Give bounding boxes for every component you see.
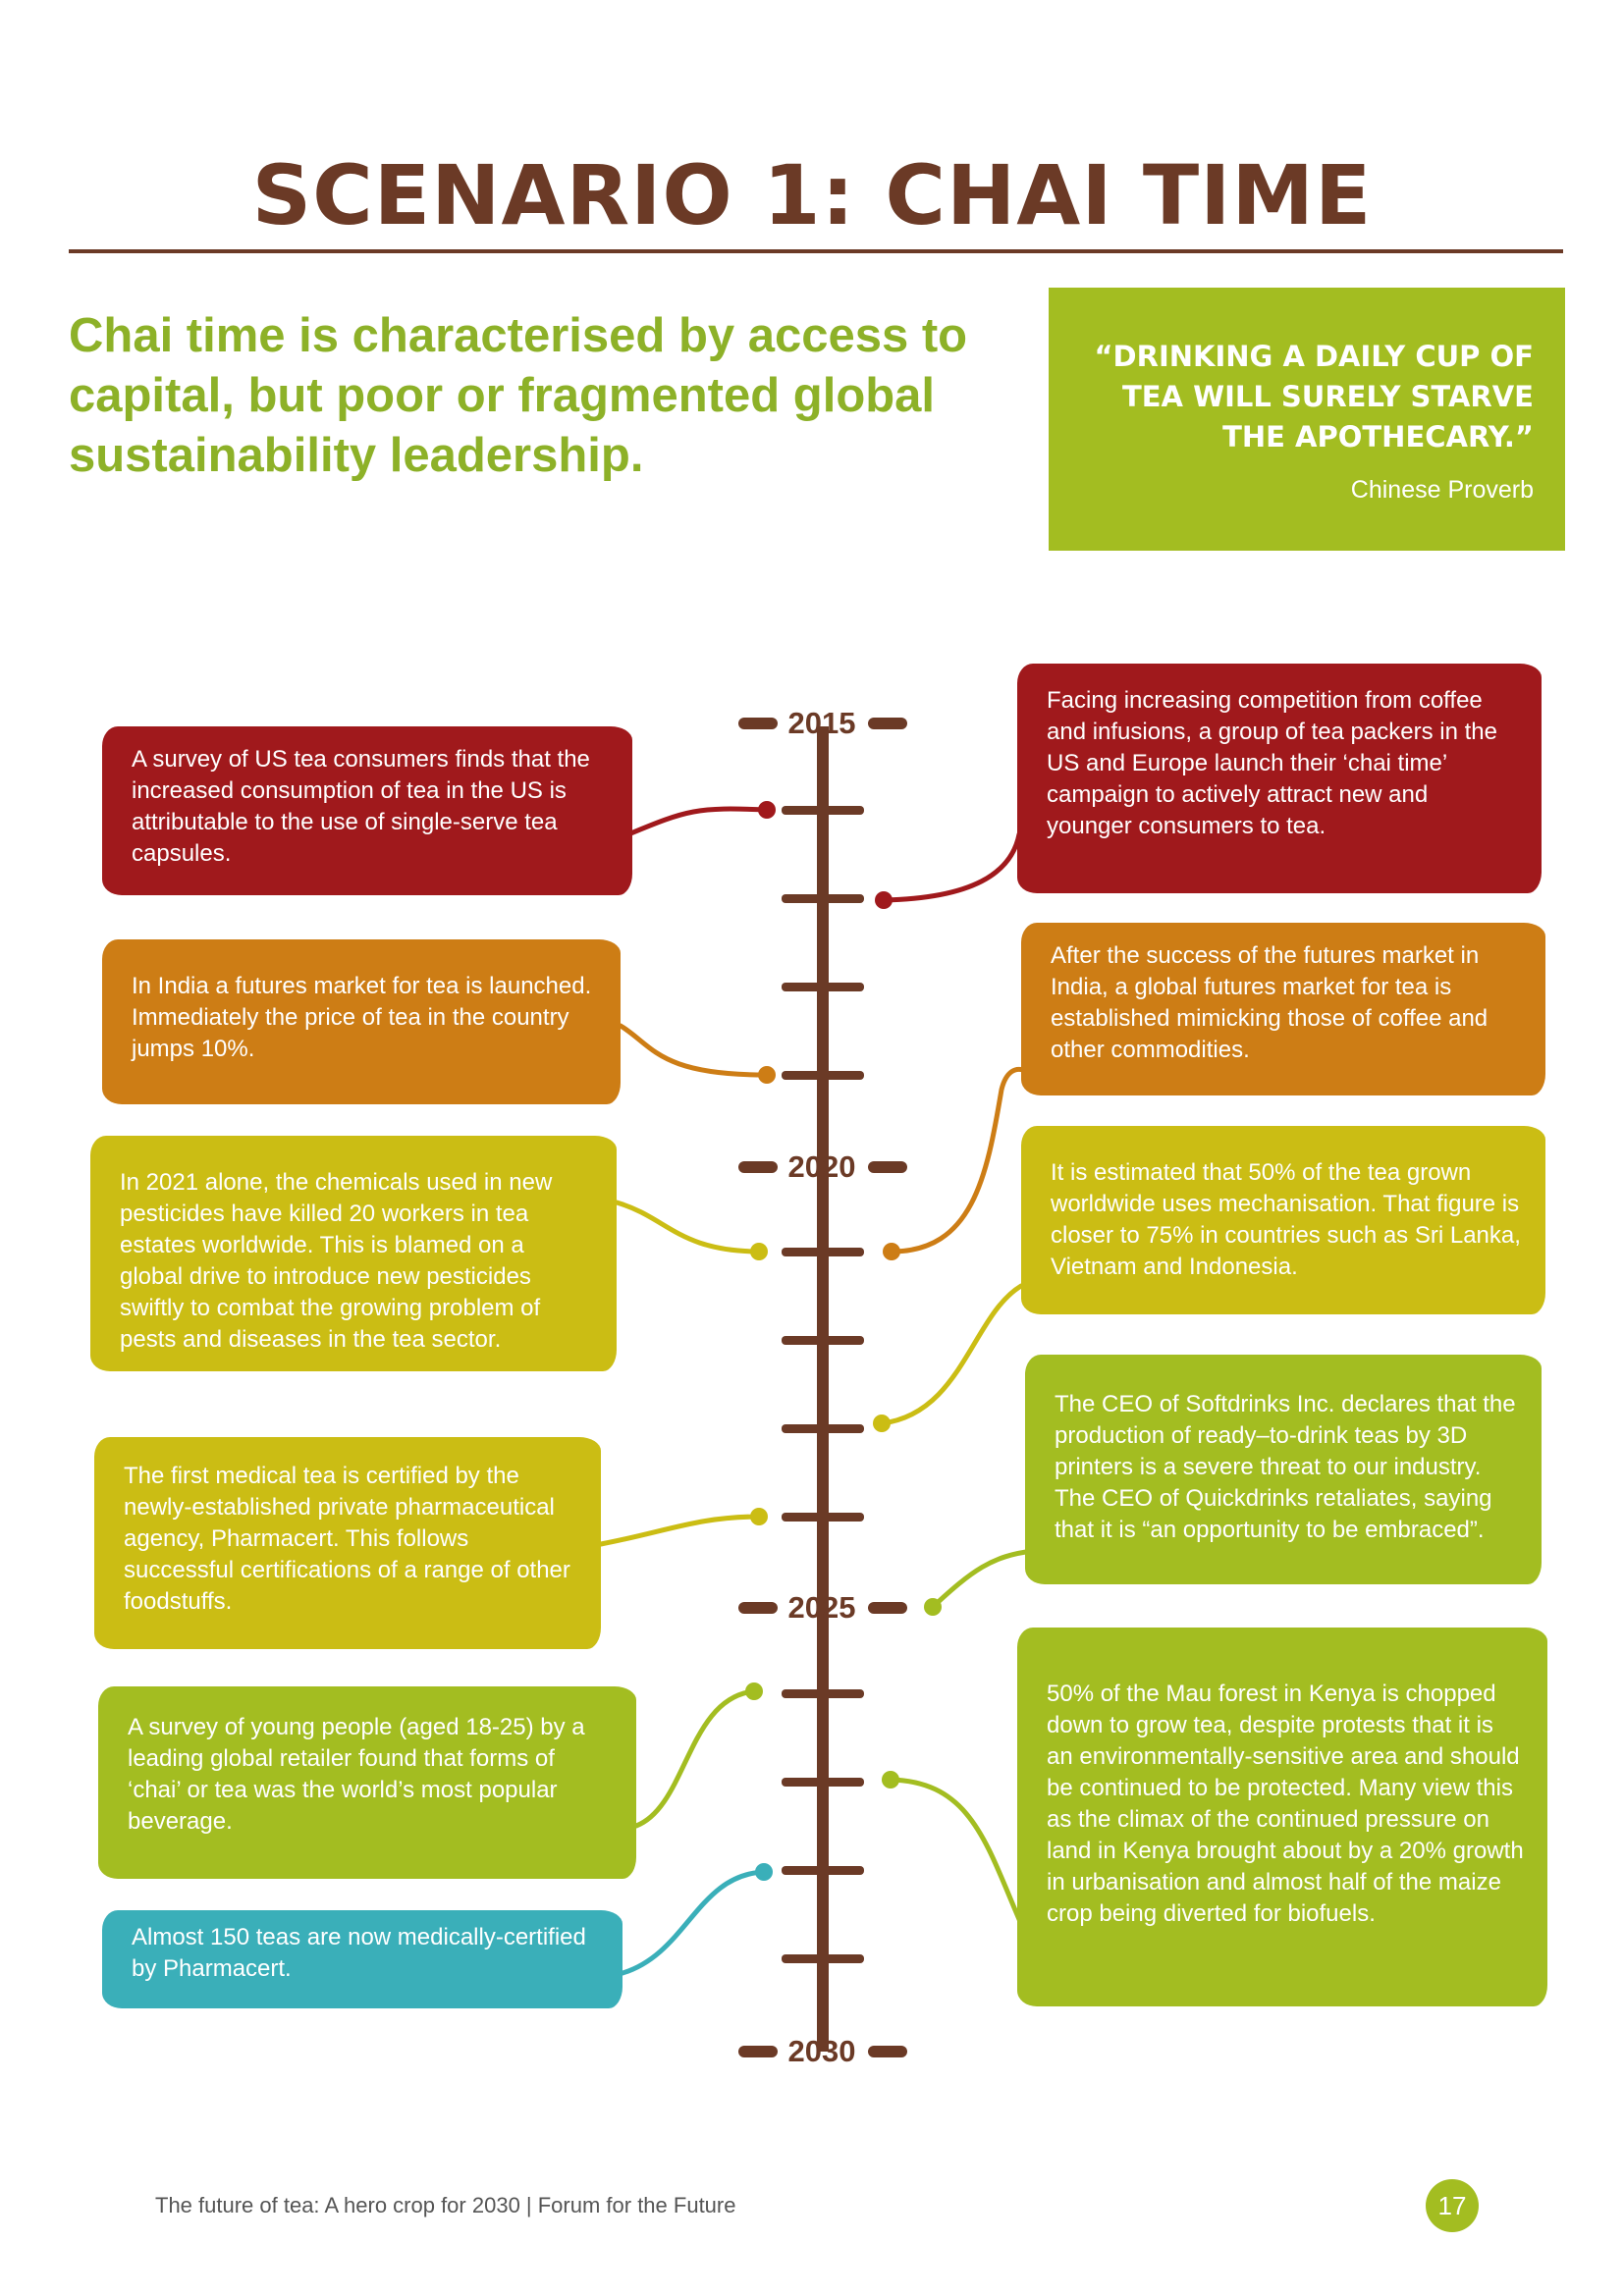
event-text: In India a futures market for tea is launched. Immediately the price of tea in the country jumps 10%. (132, 973, 592, 1062)
connector-right-5 (891, 1780, 1021, 1924)
event-left-2 (102, 939, 621, 1104)
intro-statement: Chai time is characterised by access to capital, but poor or fragmented global sustainability leadership. (69, 309, 968, 482)
event-right-5 (1017, 1628, 1547, 2006)
connector-right-1 (884, 834, 1019, 900)
connector-dot (873, 1415, 891, 1432)
quote-text: “DRINKING A DAILY CUP OF TEA WILL SURELY STARVE THE APOTHECARY.” (1094, 340, 1534, 454)
connector-dot (745, 1682, 763, 1700)
event-left-1 (102, 726, 632, 895)
event-text: 50% of the Mau forest in Kenya is chopped down to grow tea, despite protests that it is an environmentally-sensitive area and should be continued to be protected. Many view this as the climax of the continued pressure on land in Kenya brought about by a 20% growth in urbanisation and almost half of the maize crop being diverted for biofuels. (1047, 1681, 1524, 1927)
event-text: The first medical tea is certified by the newly-established private pharmaceutical agency, Pharmacert. This follows successful certifications of a range of other foodstuffs. (124, 1463, 570, 1615)
tick (782, 806, 864, 815)
year-label-2015: 2015 (787, 706, 856, 740)
event-left-6 (102, 1910, 623, 2008)
connector-left-1 (628, 809, 766, 834)
connector-right-4 (933, 1551, 1033, 1607)
connector-right-3 (882, 1286, 1021, 1423)
year-label-2020: 2020 (787, 1149, 856, 1184)
tick (782, 1954, 864, 1963)
event-text: In 2021 alone, the chemicals used in new pesticides have killed 20 workers in tea estates worldwide. This is blamed on a global drive to introduce new pesticides swiftly to combat the growing problem of pests and diseases in the tea sector. (120, 1169, 553, 1353)
tick (782, 1424, 864, 1433)
connector-dot (882, 1771, 899, 1789)
connector-dot (758, 801, 776, 819)
tick (782, 983, 864, 991)
connector-dot (750, 1243, 768, 1260)
connector-right-2 (892, 1069, 1023, 1252)
footer-text: The future of tea: A hero crop for 2030 | Forum for the Future (155, 2193, 736, 2217)
page-title: SCENARIO 1: CHAI TIME (251, 147, 1373, 243)
tick (782, 1866, 864, 1875)
tick (782, 1513, 864, 1522)
event-text: The CEO of Softdrinks Inc. declares that the production of ready–to-drink teas by 3D printers is a severe threat to our industry. The CEO of Quickdrinks retaliates, saying that it is “an opportunity to be embraced”. (1055, 1391, 1516, 1543)
timeline-axis (817, 726, 829, 2052)
connector-left-3 (617, 1202, 761, 1252)
event-text: After the success of the futures market in India, a global futures market for tea is established mimicking those of coffee and other commodities. (1051, 942, 1489, 1063)
connector-left-5 (636, 1691, 754, 1826)
connector-dot (875, 891, 893, 909)
connector-left-2 (621, 1026, 766, 1075)
event-text: It is estimated that 50% of the tea grown worldwide uses mechanisation. That figure is closer to 75% in countries such as Sri Lanka, Vietnam and Indonesia. (1051, 1159, 1521, 1280)
connector-left-4 (601, 1517, 761, 1544)
event-text: Almost 150 teas are now medically-certified by Pharmacert. (132, 1924, 586, 1982)
event-text: Facing increasing competition from coffee and infusions, a group of tea packers in the US and Europe launch their ‘chai time’ campaign to actively attract new and younger consumers to tea. (1047, 687, 1497, 839)
event-right-3 (1021, 1126, 1545, 1314)
tick (782, 1778, 864, 1787)
tick (782, 1248, 864, 1256)
connector-dot (750, 1508, 768, 1525)
event-text: A survey of US tea consumers finds that the increased consumption of tea in the US is attributable to the use of single-serve tea capsules. (132, 746, 590, 867)
tick (782, 894, 864, 903)
event-left-5 (98, 1686, 636, 1879)
event-right-4 (1025, 1355, 1542, 1584)
tick (782, 1689, 864, 1698)
connector-dot (758, 1066, 776, 1084)
tick (782, 1336, 864, 1345)
connector-dot (755, 1863, 773, 1881)
event-right-1 (1017, 664, 1542, 893)
connector-left-6 (623, 1872, 764, 1973)
event-left-4 (94, 1437, 601, 1649)
quote-attribution: Chinese Proverb (1350, 476, 1534, 504)
event-right-2 (1021, 923, 1545, 1095)
event-text: A survey of young people (aged 18-25) by a leading global retailer found that forms of ‘chai’ or tea was the world’s most popular beverage. (128, 1714, 585, 1835)
year-label-2025: 2025 (787, 1590, 856, 1625)
page-number: 17 (1426, 2179, 1479, 2232)
connector-dot (883, 1243, 900, 1260)
year-label-2030: 2030 (787, 2034, 856, 2068)
connector-dot (924, 1598, 942, 1616)
event-left-3 (90, 1136, 617, 1371)
tick (782, 1071, 864, 1080)
